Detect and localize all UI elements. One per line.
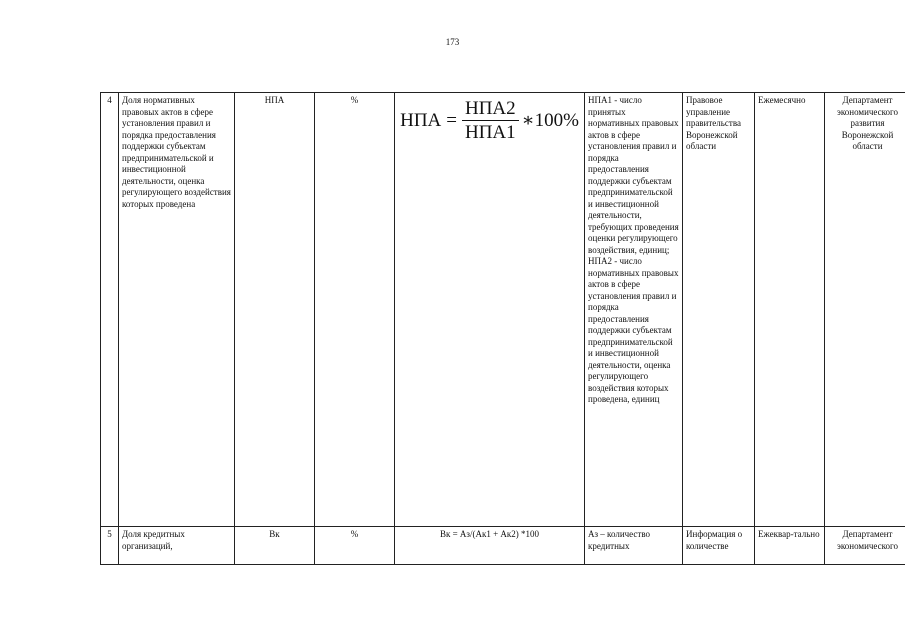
page-number: 173 [445,37,460,47]
indicators-table [100,92,905,565]
table-row [101,93,905,527]
indicator-abbreviation: НПА [235,93,315,527]
formula-multiplier: ∗100% [521,110,579,131]
calculation-formula [395,93,585,527]
row-number: 5 [101,527,119,565]
formula-description: НПА1 - число принятых нормативных правовых актов в сфере установления правил и порядка предоставления поддержки субъектам предпринимательской и инвестиционной деятельности, требующих проведения оценки регулирующего воздействия, единиц; НПА2 - число нормативных правовых актов в сфере установления правил и порядка предоставления поддержки субъектам предпринимательской и инвестиционной деятельности, оценка регулирующего воздействия которых проведена, единиц [585,93,683,527]
calculation-formula: Вк = Аз/(Ак1 + Ак2) *100 [395,527,585,565]
formula [400,99,579,142]
formula-fraction [462,99,519,142]
indicator-name: Доля нормативных правовых актов в сфере установления правил и порядка предоставления поддержки субъектам предпринимательской и инвестиционной деятельности, оценка регулирующего воздействия которых проведена [119,93,235,527]
formula-equals: = [446,110,457,131]
row-number: 4 [101,93,119,527]
responsible-body: Департамент экономического [825,527,905,565]
responsible-body: Департамент экономического развития Воронежской области [825,93,905,527]
formula-numerator: НПА2 [462,99,519,121]
formula-denominator: НПА1 [464,122,516,143]
table-row [101,527,905,565]
data-source: Правовое управление правительства Воронежской области [683,93,755,527]
unit-of-measure: % [315,93,395,527]
formula-description: Аз – количество кредитных [585,527,683,565]
formula-lhs: НПА [400,110,442,131]
indicator-name: Доля кредитных организаций, [119,527,235,565]
data-source: Информация о количестве [683,527,755,565]
indicator-abbreviation: Вк [235,527,315,565]
reporting-period: Ежеквар-тально [755,527,825,565]
unit-of-measure: % [315,527,395,565]
reporting-period: Ежемесячно [755,93,825,527]
